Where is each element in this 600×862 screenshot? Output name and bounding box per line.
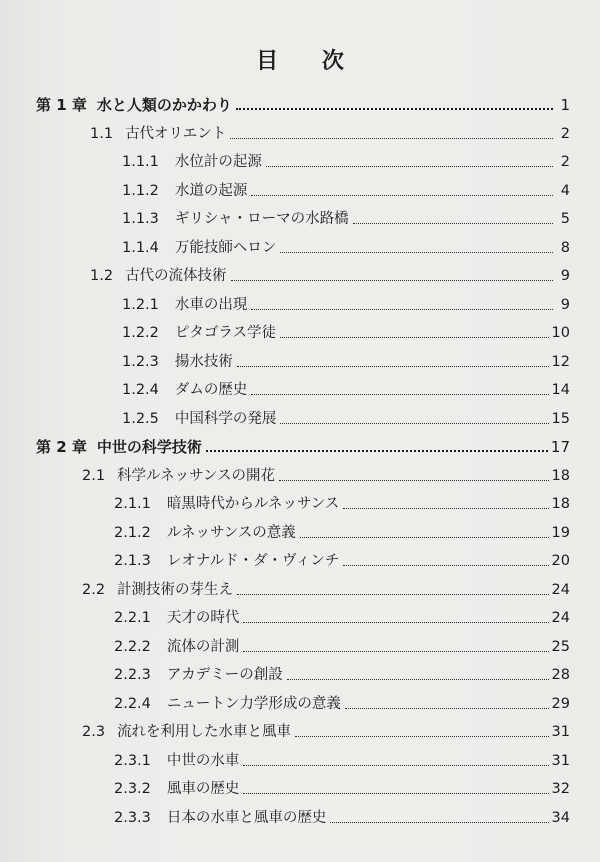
dot-leader bbox=[279, 480, 549, 481]
dot-leader bbox=[280, 423, 548, 424]
dot-leader bbox=[343, 565, 548, 566]
toc-subsection-row[interactable] bbox=[122, 320, 570, 342]
toc-subsection-row[interactable] bbox=[122, 206, 570, 228]
toc-page-number: 9 bbox=[560, 296, 570, 313]
dot-leader bbox=[343, 508, 548, 509]
dot-leader bbox=[237, 594, 548, 595]
toc-page-number: 2 bbox=[560, 154, 570, 170]
toc-subsection-row[interactable] bbox=[114, 776, 570, 798]
toc-label: ニュートン力学形成の意義 bbox=[166, 695, 341, 712]
toc-section-row[interactable] bbox=[90, 263, 570, 285]
toc-subsection-row[interactable] bbox=[122, 149, 570, 171]
toc-chapter-row[interactable] bbox=[36, 92, 570, 114]
toc-page-number: 24 bbox=[551, 581, 570, 598]
toc-page-number: 8 bbox=[560, 239, 570, 256]
toc-page-number: 18 bbox=[551, 467, 570, 484]
toc-label: 中世の科学技術 bbox=[96, 438, 202, 456]
dot-leader bbox=[287, 679, 549, 680]
toc-label: 水道の起源 bbox=[174, 182, 248, 199]
toc-page-number: 28 bbox=[551, 667, 570, 683]
toc-subsection-row[interactable] bbox=[122, 235, 570, 257]
dot-leader bbox=[243, 651, 548, 652]
toc-subsection-row[interactable] bbox=[114, 662, 570, 684]
toc-section-row[interactable] bbox=[82, 463, 570, 485]
dot-leader bbox=[231, 280, 553, 281]
toc-label: 揚水技術 bbox=[174, 353, 233, 370]
dot-leader bbox=[251, 394, 548, 395]
dot-leader bbox=[280, 252, 553, 253]
toc-label: ギリシャ・ローマの水路橋 bbox=[174, 211, 349, 227]
toc-label: 古代オリエント bbox=[125, 125, 227, 142]
toc-page-number: 19 bbox=[551, 524, 570, 541]
toc-subsection-row[interactable] bbox=[114, 805, 570, 827]
toc-number: 1.1 bbox=[90, 125, 114, 142]
toc-number: 第 1 章 bbox=[36, 96, 87, 114]
toc-number: 2.3.2 bbox=[114, 781, 151, 797]
toc-subsection-row[interactable] bbox=[114, 491, 570, 513]
toc-page-number: 25 bbox=[551, 638, 570, 655]
toc-page-number: 34 bbox=[551, 809, 570, 826]
toc-number: 2.1.3 bbox=[114, 553, 151, 569]
toc-page-number: 10 bbox=[551, 325, 570, 341]
dot-leader bbox=[330, 822, 548, 823]
toc-label: ルネッサンスの意義 bbox=[166, 524, 296, 541]
toc-page-number: 24 bbox=[551, 610, 570, 626]
toc-number: 1.2 bbox=[90, 268, 114, 284]
toc-page-number: 32 bbox=[551, 781, 570, 797]
toc-label: 中国科学の発展 bbox=[174, 410, 277, 427]
toc-number: 1.1.1 bbox=[122, 154, 159, 170]
toc-label: 古代の流体技術 bbox=[125, 268, 227, 284]
toc-subsection-row[interactable] bbox=[122, 377, 570, 399]
toc-label: 万能技師ヘロン bbox=[174, 239, 277, 256]
toc-page-number: 2 bbox=[560, 125, 570, 142]
toc-page-number: 17 bbox=[550, 438, 570, 456]
toc-label: ピタゴラス学徒 bbox=[174, 325, 276, 341]
toc-number: 1.2.5 bbox=[122, 410, 159, 427]
toc-number: 2.2.2 bbox=[114, 638, 151, 655]
dot-leader bbox=[251, 309, 553, 310]
dot-leader bbox=[237, 366, 549, 367]
toc-number: 2.1 bbox=[82, 467, 106, 484]
toc-number: 1.1.2 bbox=[122, 182, 159, 199]
dot-leader bbox=[243, 622, 548, 623]
toc-label: 水車の出現 bbox=[174, 296, 248, 313]
toc-page-number: 12 bbox=[551, 353, 570, 370]
toc-page-number: 4 bbox=[560, 182, 570, 199]
toc-number: 2.3.1 bbox=[114, 752, 151, 769]
toc-page-number: 9 bbox=[560, 268, 570, 284]
toc-number: 1.2.4 bbox=[122, 382, 159, 398]
toc-page-number: 29 bbox=[551, 695, 570, 712]
toc-label: 計測技術の芽生え bbox=[117, 581, 234, 598]
toc-number: 2.2.3 bbox=[114, 667, 151, 683]
toc-number: 1.2.1 bbox=[122, 296, 159, 313]
toc-label: 天才の時代 bbox=[166, 610, 240, 626]
dot-leader bbox=[230, 138, 553, 139]
toc-number: 1.2.2 bbox=[122, 325, 159, 341]
toc-number: 1.1.4 bbox=[122, 239, 159, 256]
toc-number: 2.3 bbox=[82, 724, 106, 740]
dot-leader bbox=[300, 537, 549, 538]
toc-number: 2.1.2 bbox=[114, 524, 151, 541]
toc-number: 第 2 章 bbox=[36, 438, 87, 456]
toc-page-number: 20 bbox=[551, 553, 570, 569]
toc-subsection-row[interactable] bbox=[114, 748, 570, 770]
page-title: 目 次 bbox=[256, 49, 362, 74]
toc-section-row[interactable] bbox=[82, 577, 570, 599]
toc-subsection-row[interactable] bbox=[114, 548, 570, 570]
dot-leader bbox=[243, 765, 548, 766]
toc-label: アカデミーの創設 bbox=[166, 667, 283, 683]
toc-subsection-row[interactable] bbox=[114, 605, 570, 627]
toc-subsection-row[interactable] bbox=[114, 520, 570, 542]
toc-number: 2.3.3 bbox=[114, 809, 151, 826]
toc-number: 1.2.3 bbox=[122, 353, 159, 370]
dot-leader bbox=[280, 337, 549, 338]
toc-label: レオナルド・ダ・ヴィンチ bbox=[166, 553, 340, 569]
toc-page-number: 31 bbox=[551, 724, 570, 740]
toc-number: 2.2.1 bbox=[114, 610, 151, 626]
toc-subsection-row[interactable] bbox=[122, 292, 570, 314]
toc-section-row[interactable] bbox=[90, 121, 570, 143]
dot-leader bbox=[206, 450, 548, 452]
dot-leader bbox=[345, 708, 549, 709]
toc-label: 暗黒時代からルネッサンス bbox=[166, 496, 340, 512]
toc-page-number: 5 bbox=[560, 211, 570, 227]
toc-label: 流れを利用した水車と風車 bbox=[117, 724, 292, 740]
toc-section-row[interactable] bbox=[82, 719, 570, 741]
toc-label: 風車の歴史 bbox=[166, 781, 240, 797]
dot-leader bbox=[353, 223, 553, 224]
dot-leader bbox=[251, 195, 553, 196]
toc-label: 水位計の起源 bbox=[174, 154, 262, 170]
toc-label: ダムの歴史 bbox=[174, 382, 248, 398]
toc-subsection-row[interactable] bbox=[122, 178, 570, 200]
dot-leader bbox=[236, 108, 553, 110]
toc-number: 2.2 bbox=[82, 581, 106, 598]
toc-subsection-row[interactable] bbox=[122, 349, 570, 371]
toc-number: 2.1.1 bbox=[114, 496, 151, 512]
dot-leader bbox=[266, 166, 553, 167]
toc-page-number: 18 bbox=[551, 496, 570, 512]
toc-number: 1.1.3 bbox=[122, 211, 159, 227]
toc-label: 中世の水車 bbox=[166, 752, 240, 769]
toc-page-number: 31 bbox=[551, 752, 570, 769]
toc-number: 2.2.4 bbox=[114, 695, 151, 712]
toc-subsection-row[interactable] bbox=[122, 406, 570, 428]
toc-chapter-row[interactable] bbox=[36, 434, 570, 456]
dot-leader bbox=[295, 736, 548, 737]
toc-label: 日本の水車と風車の歴史 bbox=[166, 809, 327, 826]
toc-subsection-row[interactable] bbox=[114, 634, 570, 656]
toc-subsection-row[interactable] bbox=[114, 691, 570, 713]
toc-page-number: 15 bbox=[551, 410, 570, 427]
toc-label: 流体の計測 bbox=[166, 638, 240, 655]
toc-page-number: 14 bbox=[551, 382, 570, 398]
toc-label: 水と人類のかかわり bbox=[96, 96, 232, 114]
toc-page-number: 1 bbox=[560, 96, 570, 114]
dot-leader bbox=[243, 793, 548, 794]
toc-label: 科学ルネッサンスの開花 bbox=[117, 467, 275, 484]
